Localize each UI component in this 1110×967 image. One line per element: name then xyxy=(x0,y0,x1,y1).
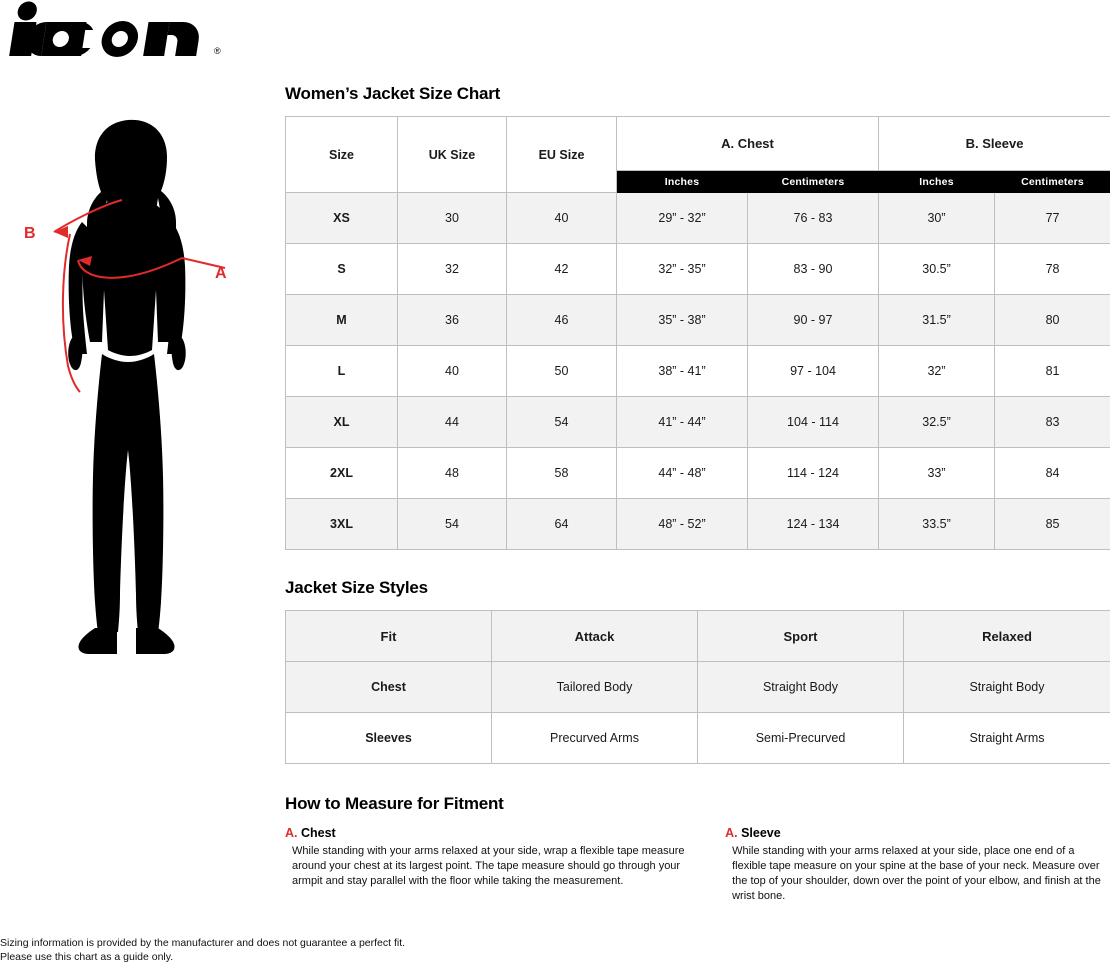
table-row xyxy=(286,295,1110,346)
content-column xyxy=(285,84,1110,903)
cell-chest-in: 29” - 32” xyxy=(617,193,748,244)
measure-instructions xyxy=(285,826,1110,903)
size-chart-title: Women’s Jacket Size Chart xyxy=(285,84,501,103)
measure-chest-block xyxy=(285,826,705,903)
cell-chest-cm: 83 - 90 xyxy=(748,244,879,295)
cell-sleeve-in: 33.5” xyxy=(879,499,995,550)
table-row xyxy=(286,346,1110,397)
table-row xyxy=(286,499,1110,550)
cell-chest-sport: Straight Body xyxy=(698,662,904,713)
cell-eu: 42 xyxy=(507,244,617,295)
cell-sleeves-attack: Precurved Arms xyxy=(492,713,698,764)
header-size: Size xyxy=(286,117,398,193)
cell-size: 2XL xyxy=(286,448,398,499)
cell-size: 3XL xyxy=(286,499,398,550)
cell-sleeve-cm: 81 xyxy=(995,346,1110,397)
header-sport: Sport xyxy=(698,611,904,662)
cell-chest-cm: 76 - 83 xyxy=(748,193,879,244)
female-silhouette-icon xyxy=(10,110,270,670)
cell-eu: 64 xyxy=(507,499,617,550)
how-to-measure-title: How to Measure for Fitment xyxy=(285,794,504,813)
cell-sleeve-cm: 77 xyxy=(995,193,1110,244)
table-row xyxy=(286,713,1110,764)
cell-sleeve-cm: 84 xyxy=(995,448,1110,499)
cell-sleeve-cm: 85 xyxy=(995,499,1110,550)
header-fit: Fit xyxy=(286,611,492,662)
header-eu-size: EU Size xyxy=(507,117,617,193)
cell-sleeve-in: 31.5” xyxy=(879,295,995,346)
cell-uk: 44 xyxy=(398,397,507,448)
cell-chest-cm: 124 - 134 xyxy=(748,499,879,550)
measure-chest-name: Chest xyxy=(300,826,336,840)
cell-chest-relaxed: Straight Body xyxy=(904,662,1110,713)
header-uk-size: UK Size xyxy=(398,117,507,193)
measure-sleeve-text: While standing with your arms relaxed at your side, place one end of a flexible tape measure on your spine at the base of your neck. Measure over the top of your shoulder, down over the point of your elbow, and finish at the wrist bone. xyxy=(732,845,1101,902)
cell-chest-cm: 104 - 114 xyxy=(748,397,879,448)
table-row xyxy=(286,448,1110,499)
cell-sleeve-cm: 83 xyxy=(995,397,1110,448)
cell-size: XS xyxy=(286,193,398,244)
disclaimer-line-1: Sizing information is provided by the manufacturer and does not guarantee a perfect fit. xyxy=(0,936,406,949)
table-row xyxy=(286,397,1110,448)
cell-sleeve-in: 30.5” xyxy=(879,244,995,295)
measure-sleeve-letter: A. xyxy=(725,826,738,840)
cell-eu: 54 xyxy=(507,397,617,448)
header-relaxed: Relaxed xyxy=(904,611,1110,662)
header-attack: Attack xyxy=(492,611,698,662)
cell-chest-in: 32” - 35” xyxy=(617,244,748,295)
measure-sleeve-block xyxy=(725,826,1110,903)
cell-chest-cm: 90 - 97 xyxy=(748,295,879,346)
brand-logo xyxy=(0,0,224,60)
icon-logo-icon xyxy=(0,0,224,60)
cell-size: L xyxy=(286,346,398,397)
cell-sleeve-in: 30” xyxy=(879,193,995,244)
cell-sleeve-in: 33” xyxy=(879,448,995,499)
measure-chest-letter: A. xyxy=(285,826,298,840)
cell-eu: 46 xyxy=(507,295,617,346)
row-label-sleeves: Sleeves xyxy=(286,713,492,764)
header-sleeve-group: B. Sleeve xyxy=(879,117,1110,171)
jacket-size-styles-table xyxy=(285,610,1110,764)
cell-chest-cm: 114 - 124 xyxy=(748,448,879,499)
cell-sleeve-cm: 80 xyxy=(995,295,1110,346)
cell-size: M xyxy=(286,295,398,346)
table-row xyxy=(286,611,1110,662)
label-a: A xyxy=(215,265,227,282)
header-chest-centimeters: Centimeters xyxy=(748,171,879,193)
cell-chest-in: 44” - 48” xyxy=(617,448,748,499)
cell-uk: 36 xyxy=(398,295,507,346)
cell-eu: 50 xyxy=(507,346,617,397)
cell-chest-in: 35” - 38” xyxy=(617,295,748,346)
cell-chest-in: 41” - 44” xyxy=(617,397,748,448)
cell-chest-attack: Tailored Body xyxy=(492,662,698,713)
table-row xyxy=(286,244,1110,295)
table-row xyxy=(286,193,1110,244)
cell-sleeves-sport: Semi-Precurved xyxy=(698,713,904,764)
cell-sleeves-relaxed: Straight Arms xyxy=(904,713,1110,764)
styles-title: Jacket Size Styles xyxy=(285,578,428,597)
cell-uk: 54 xyxy=(398,499,507,550)
cell-sleeve-cm: 78 xyxy=(995,244,1110,295)
cell-chest-in: 48” - 52” xyxy=(617,499,748,550)
disclaimer-line-2: Please use this chart as a guide only. xyxy=(0,951,174,964)
cell-uk: 40 xyxy=(398,346,507,397)
cell-uk: 32 xyxy=(398,244,507,295)
measure-chest-text: While standing with your arms relaxed at your side, wrap a flexible tape measure around your chest at its largest point. The tape measure should go through your armpit and stay parallel with the floor while taking the measurement. xyxy=(292,845,685,887)
header-chest-group: A. Chest xyxy=(617,117,879,171)
row-label-chest: Chest xyxy=(286,662,492,713)
disclaimer xyxy=(0,936,405,965)
cell-eu: 58 xyxy=(507,448,617,499)
measure-chest-heading xyxy=(285,826,705,840)
womens-jacket-size-table xyxy=(285,116,1110,550)
measure-sleeve-name: Sleeve xyxy=(741,826,781,840)
measurement-illustration xyxy=(10,110,270,670)
cell-chest-in: 38” - 41” xyxy=(617,346,748,397)
cell-sleeve-in: 32.5” xyxy=(879,397,995,448)
cell-sleeve-in: 32” xyxy=(879,346,995,397)
cell-size: S xyxy=(286,244,398,295)
cell-uk: 48 xyxy=(398,448,507,499)
header-sleeve-inches: Inches xyxy=(879,171,995,193)
cell-chest-cm: 97 - 104 xyxy=(748,346,879,397)
header-sleeve-centimeters: Centimeters xyxy=(995,171,1110,193)
trademark-glyph: ® xyxy=(214,46,221,56)
measure-sleeve-heading xyxy=(725,826,1110,840)
cell-uk: 30 xyxy=(398,193,507,244)
cell-eu: 40 xyxy=(507,193,617,244)
table-row xyxy=(286,662,1110,713)
cell-size: XL xyxy=(286,397,398,448)
label-b: B xyxy=(24,225,36,242)
header-chest-inches: Inches xyxy=(617,171,748,193)
